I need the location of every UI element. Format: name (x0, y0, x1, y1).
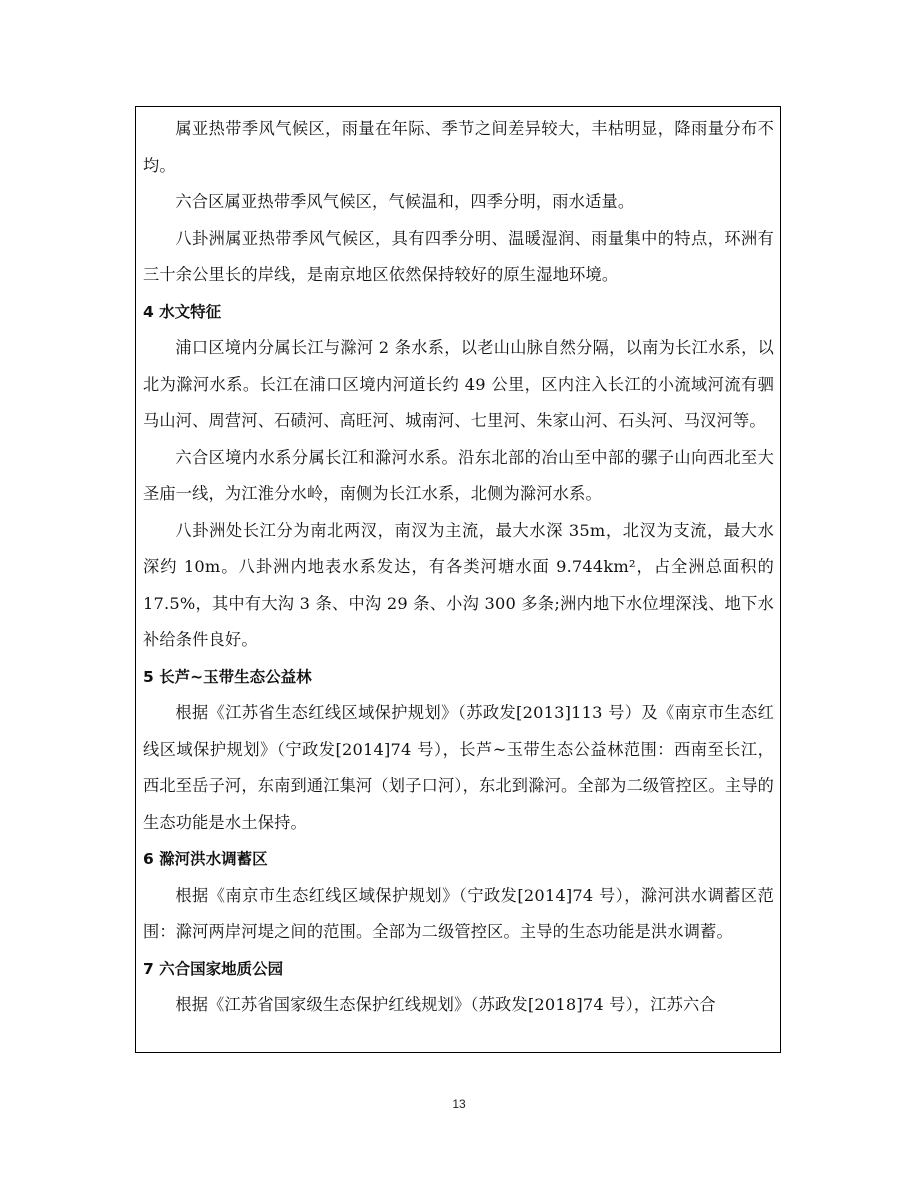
section-heading-hydrology: 4 水文特征 (143, 302, 222, 321)
page-number: 13 (452, 1097, 466, 1111)
paragraph-geopark: 根据《江苏省国家级生态保护红线规划》（苏政发[2018]74 号），江苏六合 (175, 995, 716, 1014)
section-heading-forest: 5 长芦~玉带生态公益林 (143, 667, 312, 686)
content-frame (135, 106, 781, 1053)
paragraph-climate-liuhe: 六合区属亚热带季风气候区，气候温和，四季分明，雨水适量。 (175, 192, 635, 211)
paragraph-hydrology-liuhe: 六合区境内水系分属长江和滁河水系。沿东北部的冶山至中部的骡子山向西北至大圣庙一线，为江淮分水岭，南侧为长江水系，北侧为滁河水系。 (143, 447, 774, 503)
paragraph-climate-baguazhou: 八卦洲属亚热带季风气候区，具有四季分明、温暖湿润、雨量集中的特点，环洲有三十余公里长的岸线，是南京地区依然保持较好的原生湿地环境。 (143, 228, 774, 284)
paragraph-forest: 根据《江苏省生态红线区域保护规划》（苏政发[2013]113 号）及《南京市生态红线区域保护规划》（宁政发[2014]74 号），长芦~玉带生态公益林范围：西南至长江，西北至岳子河，东南到通江集河（划子口河），东北到滁河。全部为二级管控区。主导的生态功能是水土保持。 (143, 703, 775, 832)
paragraph-hydrology-pukou: 浦口区境内分属长江与滁河 2 条水系，以老山山脉自然分隔，以南为长江水系，以北为滁河水系。长江在浦口区境内河道长约 49 公里，区内注入长江的小流域河流有驷马山河、周营河、石碛河、高旺河、城南河、七里河、朱家山河、石头河、马汊河等。 (143, 338, 774, 430)
section-heading-flood-storage: 6 滁河洪水调蓄区 (143, 850, 268, 868)
paragraph-flood-storage: 根据《南京市生态红线区域保护规划》（宁政发[2014]74 号），滁河洪水调蓄区范围：滁河两岸河堤之间的范围。全部为二级管控区。主导的生态功能是洪水调蓄。 (143, 885, 774, 941)
paragraph-climate-1: 属亚热带季风气候区，雨量在年际、季节之间差异较大，丰枯明显，降雨量分布不均。 (143, 119, 774, 175)
paragraph-hydrology-baguazhou: 八卦洲处长江分为南北两汊，南汊为主流，最大水深 35m，北汊为支流，最大水深约 10m。八卦洲内地表水系发达，有各类河塘水面 9.744km²，占全洲总面积的 17.5%，其中有大沟 3 条、中沟 29 条、小沟 300 多条;洲内地下水位埋深浅、地下水补给条件良好。 (143, 520, 774, 649)
section-heading-geopark: 7 六合国家地质公园 (143, 959, 284, 978)
